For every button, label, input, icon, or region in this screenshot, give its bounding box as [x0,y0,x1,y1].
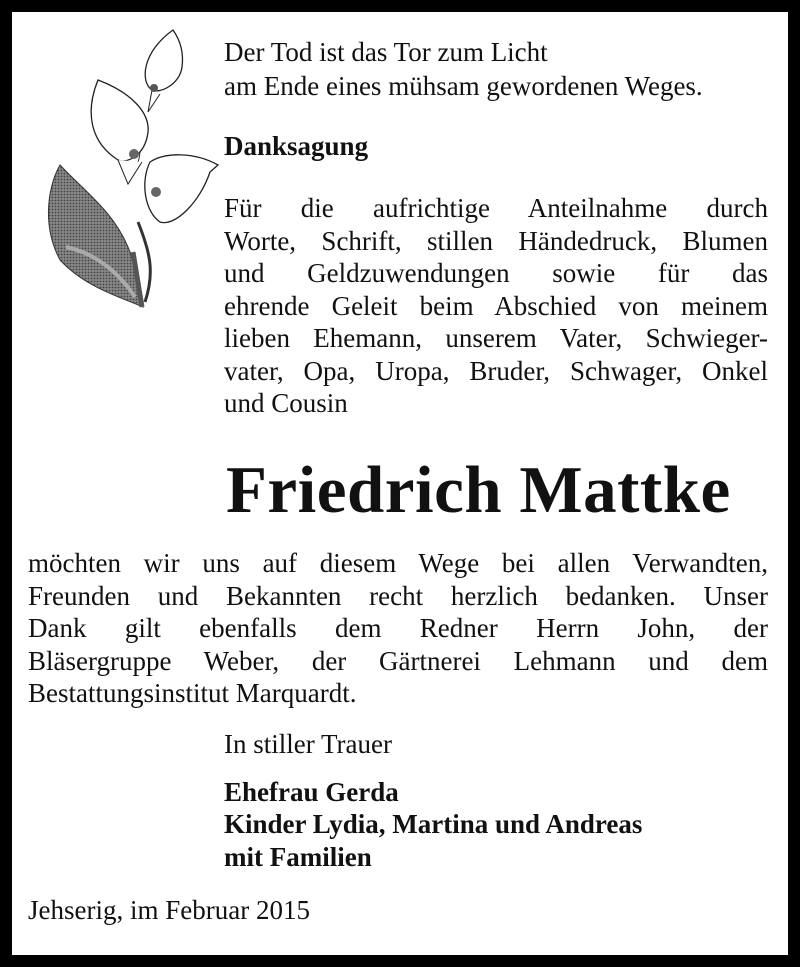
heading: Danksagung [224,131,369,161]
text-line: Bestattungsinstitut Marquardt. [28,678,357,708]
text-line: vater, Opa, Uropa, Bruder, Schwager, Onkel [224,355,768,386]
text-line: ehrende Geleit beim Abschied von meinem [224,290,768,321]
text-line: Dank gilt ebenfalls dem Redner Herrn John, der [28,613,768,643]
obituary-notice [12,12,788,955]
motto-line: Der Tod ist das Tor zum Licht [224,37,548,67]
thanks-paragraph [28,547,768,710]
text-line: Freunden und Bekannten recht herzlich bedanken. Unser [28,580,768,611]
mourner: mit Familien [224,842,372,872]
text-line: möchten wir uns auf diesem Wege bei allen Verwandten, [28,548,768,578]
motto-line: am Ende eines mühsam gewordenen Weges. [224,71,703,101]
text-line: und Geldzuwendungen sowie für das [224,258,768,288]
text-line: lieben Ehemann, unserem Vater, Schwieger- [224,323,768,353]
intro-paragraph [224,192,768,420]
text-line: und Cousin [224,388,348,418]
text-line: Bläsergruppe Weber, der Gärtnerei Lehmann und dem [28,645,768,676]
calla-lily-icon [30,22,230,322]
deceased-name: Friedrich Mattke [226,453,731,527]
text-line: Für die aufrichtige Anteilnahme durch [224,193,768,223]
place-date: Jehserig, im Februar 2015 [28,895,310,925]
mourner: Ehefrau Gerda [224,777,399,807]
mourner: Kinder Lydia, Martina und Andreas [224,809,643,839]
text-line: Worte, Schrift, stillen Händedruck, Blumen [224,225,768,256]
mourning-phrase: In stiller Trauer [224,729,392,759]
